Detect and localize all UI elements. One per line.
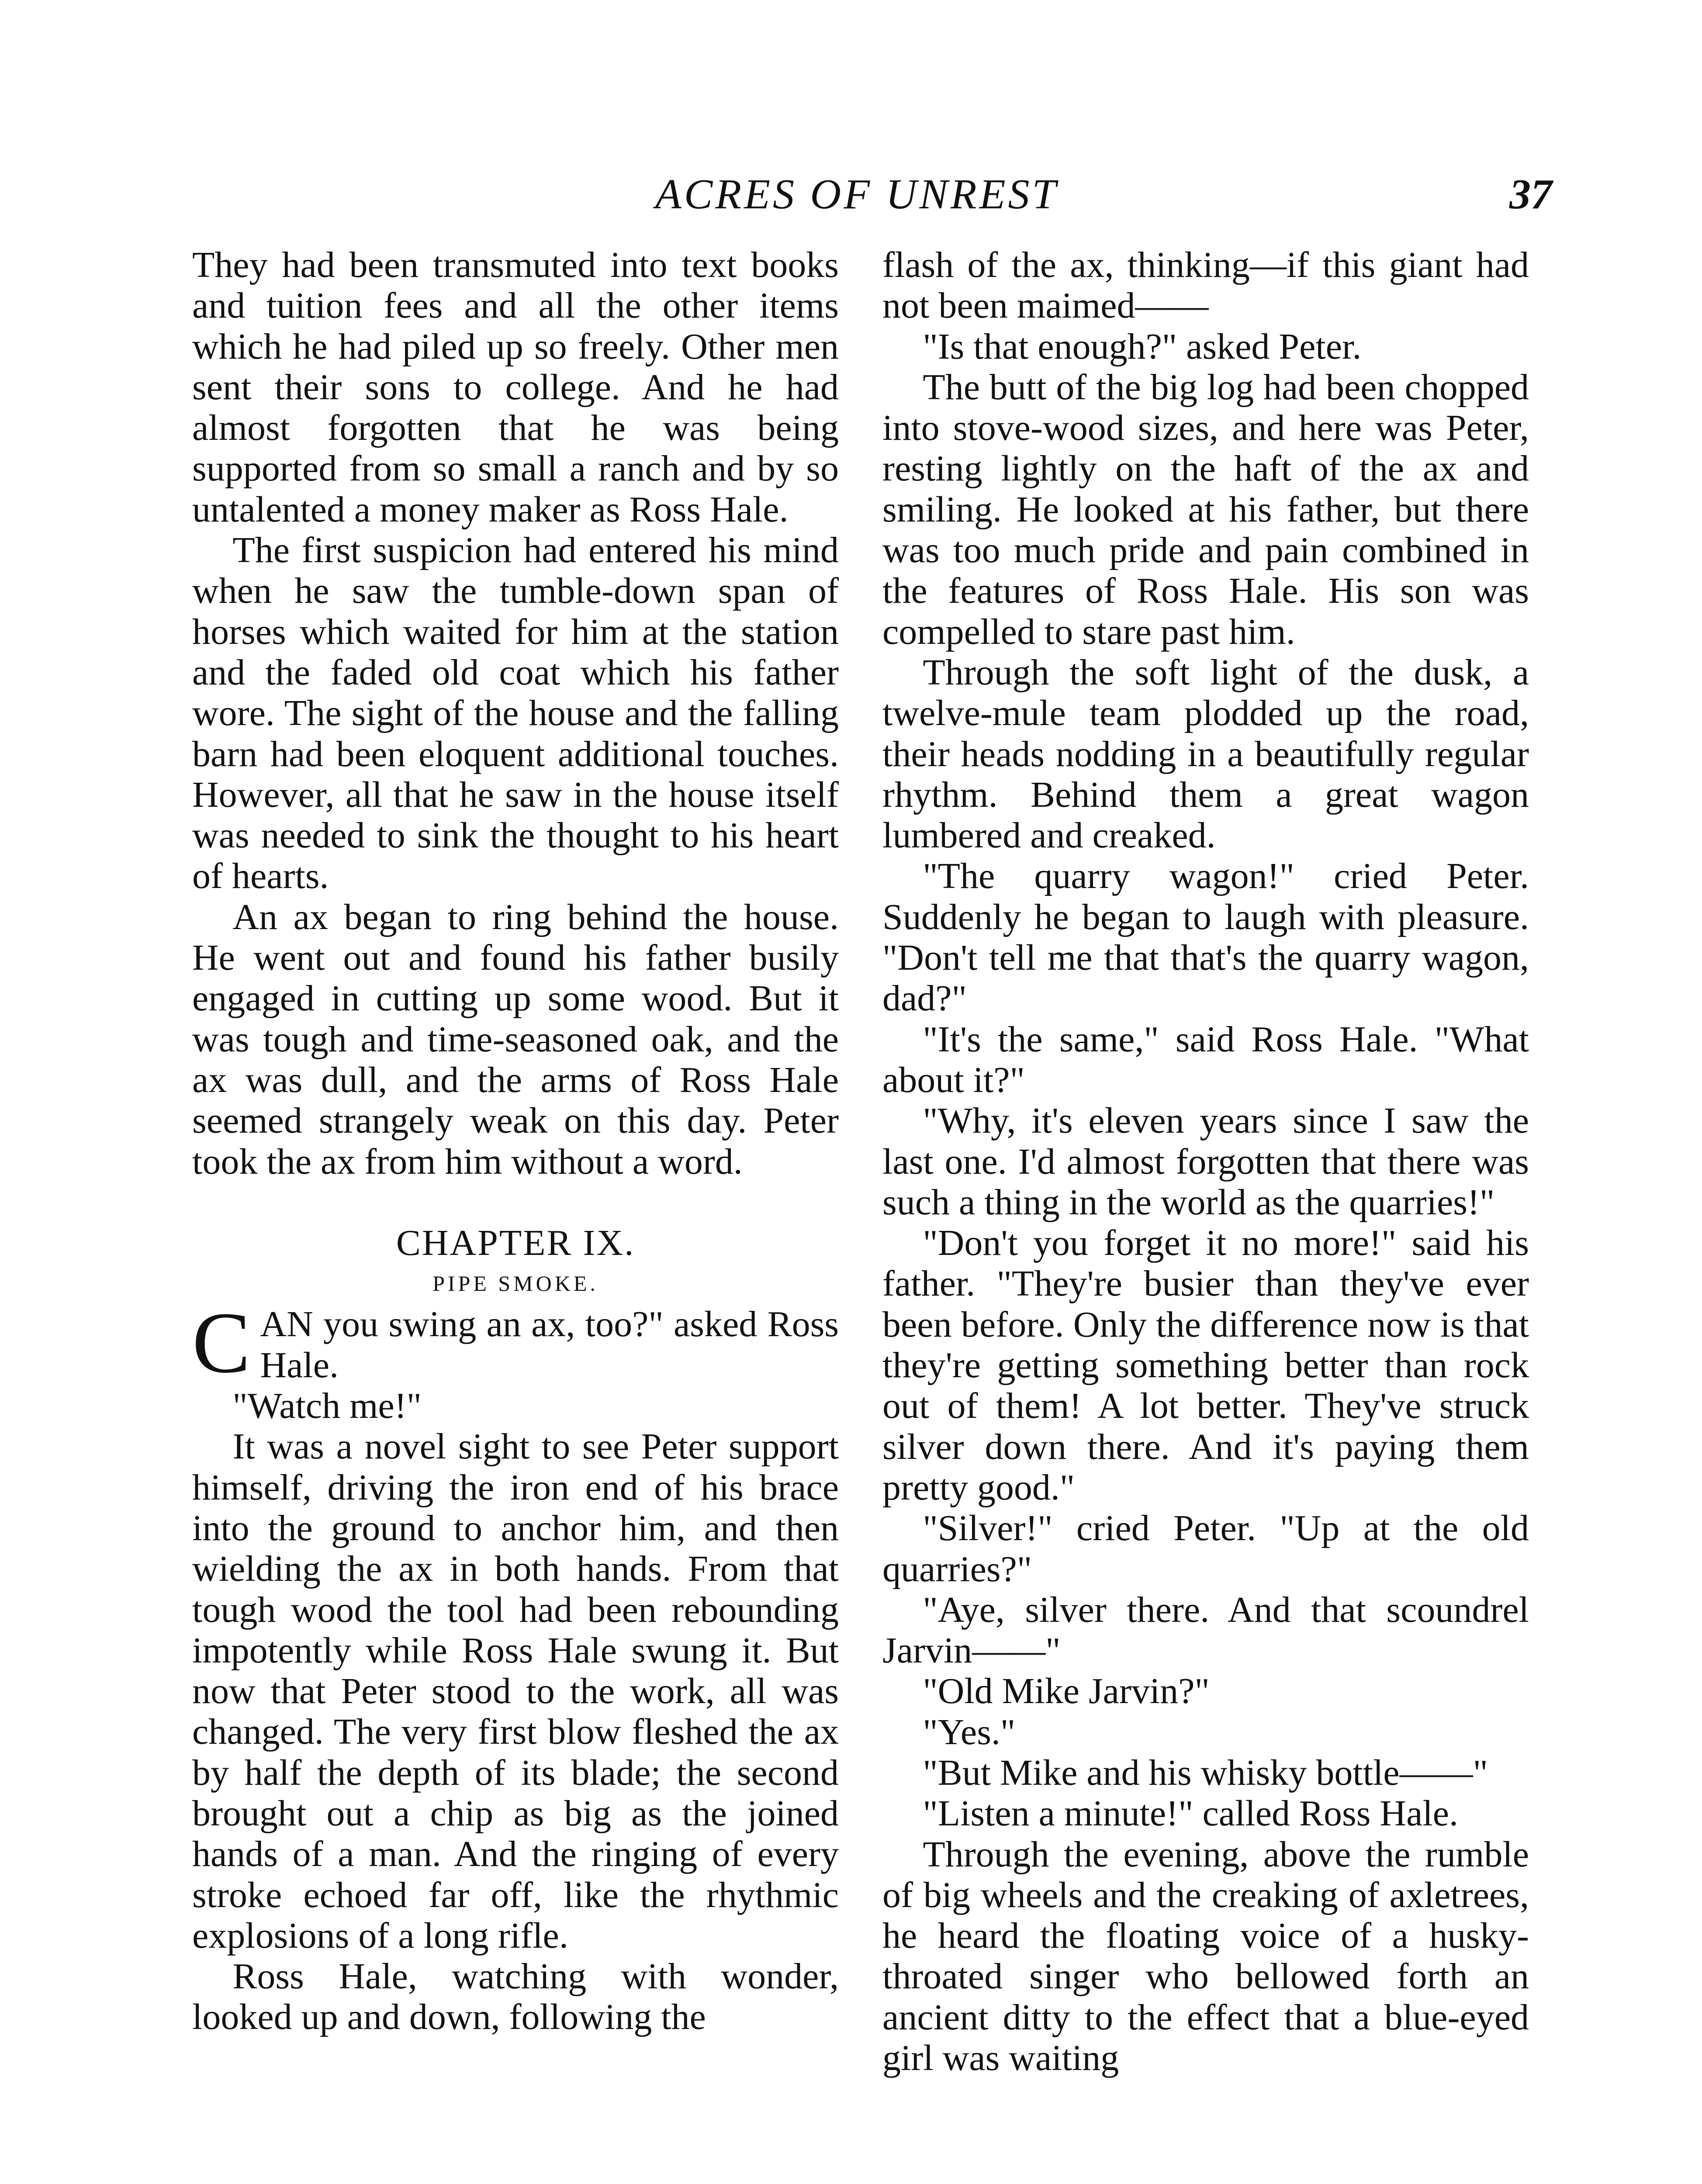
paragraph: "Old Mike Jarvin?" <box>923 1671 1210 1712</box>
page-number: 37 <box>1509 171 1552 218</box>
right-column <box>882 245 1529 2078</box>
paragraph: Through the soft light of the dusk, a twelve-mule team plodded up the road, their heads nodding in a beautifully regular rhythm. Behind them a great wagon lumbered and creaked. <box>882 652 1529 856</box>
paragraph: "Aye, silver there. And that scoundrel Jarvin——" <box>882 1589 1529 1671</box>
paragraph: flash of the ax, thinking—if this giant had not been maimed—— <box>882 245 1529 326</box>
chapter-subtitle: PIPE SMOKE. <box>432 1271 598 1296</box>
paragraph: "Watch me!" <box>232 1386 422 1427</box>
paragraph: "Is that enough?" asked Peter. <box>923 326 1362 367</box>
paragraph: Ross Hale, watching with wonder, looked up and down, following the <box>192 1956 839 2038</box>
paragraph: "Silver!" cried Peter. "Up at the old quarries?" <box>882 1508 1529 1590</box>
running-title: ACRES OF UNREST <box>655 171 1059 218</box>
chapter-opening-text: AN you swing an ax, too?" asked Ross Hale. <box>260 1304 839 1386</box>
paragraph: The first suspicion had entered his mind when he saw the tumble-down span of horses which waited for him at the station and the faded old coat which his father wore. The sight of the house and the falling barn had been eloquent additional touches. However, all that he saw in the house itself was needed to sink the thought to his heart of hearts. <box>192 530 839 897</box>
paragraph: They had been transmuted into text books and tuition fees and all the other items which he had piled up so freely. Other men sent their sons to college. And he had almost forgotten that he was being supported from so small a ranch and by so untalented a money maker as Ross Hale. <box>192 245 839 530</box>
paragraph: The butt of the big log had been chopped into stove-wood sizes, and here was Peter, resting lightly on the haft of the ax and smiling. He looked at his father, but there was too much pride and pain combined in the features of Ross Hale. His son was compelled to stare past him. <box>882 366 1529 652</box>
chapter-opening-paragraph <box>192 1295 839 1392</box>
page-header <box>0 166 1702 223</box>
paragraph: "The quarry wagon!" cried Peter. Suddenly he began to laugh with pleasure. "Don't tell me that that's the quarry wagon, dad?" <box>882 856 1529 1019</box>
paragraph: An ax began to ring behind the house. He went out and found his father busily engaged in cutting up some wood. But it was tough and time-seasoned oak, and the ax was dull, and the arms of Ross Hale seemed strangely weak on this day. Peter took the ax from him without a word. <box>192 896 839 1182</box>
paragraph: "It's the same," said Ross Hale. "What about it?" <box>882 1019 1529 1100</box>
paragraph: "But Mike and his whisky bottle——" <box>923 1752 1488 1793</box>
paragraph: "Yes." <box>923 1711 1016 1752</box>
left-column <box>192 245 839 2038</box>
paragraph: "Why, it's eleven years since I saw the last one. I'd almost forgotten that there was such a thing in the world as the quarries!" <box>882 1100 1529 1223</box>
paragraph: "Listen a minute!" called Ross Hale. <box>923 1793 1458 1834</box>
paragraph: Through the evening, above the rumble of big wheels and the creaking of axletrees, he heard the floating voice of a husky-throated singer who bellowed forth an ancient ditty to the effect that a blue-eyed girl was waiting <box>882 1834 1529 2079</box>
chapter-title: CHAPTER IX. <box>396 1222 635 1263</box>
paragraph: "Don't you forget it no more!" said his father. "They're busier than they've ever been before. Only the difference now is that they're getting something better than rock out of them! A lot better. They've struck silver down there. And it's paying them pretty good." <box>882 1223 1529 1508</box>
drop-cap: C <box>192 1295 251 1392</box>
paragraph: It was a novel sight to see Peter support himself, driving the iron end of his brace into the ground to anchor him, and then wielding the ax in both hands. From that tough wood the tool had been rebounding impotently while Ross Hale swung it. But now that Peter stood to the work, all was changed. The very first blow fleshed the ax by half the depth of its blade; the second brought out a chip as big as the joined hands of a man. And the ringing of every stroke echoed far off, like the rhythmic explosions of a long rifle. <box>192 1426 839 1956</box>
